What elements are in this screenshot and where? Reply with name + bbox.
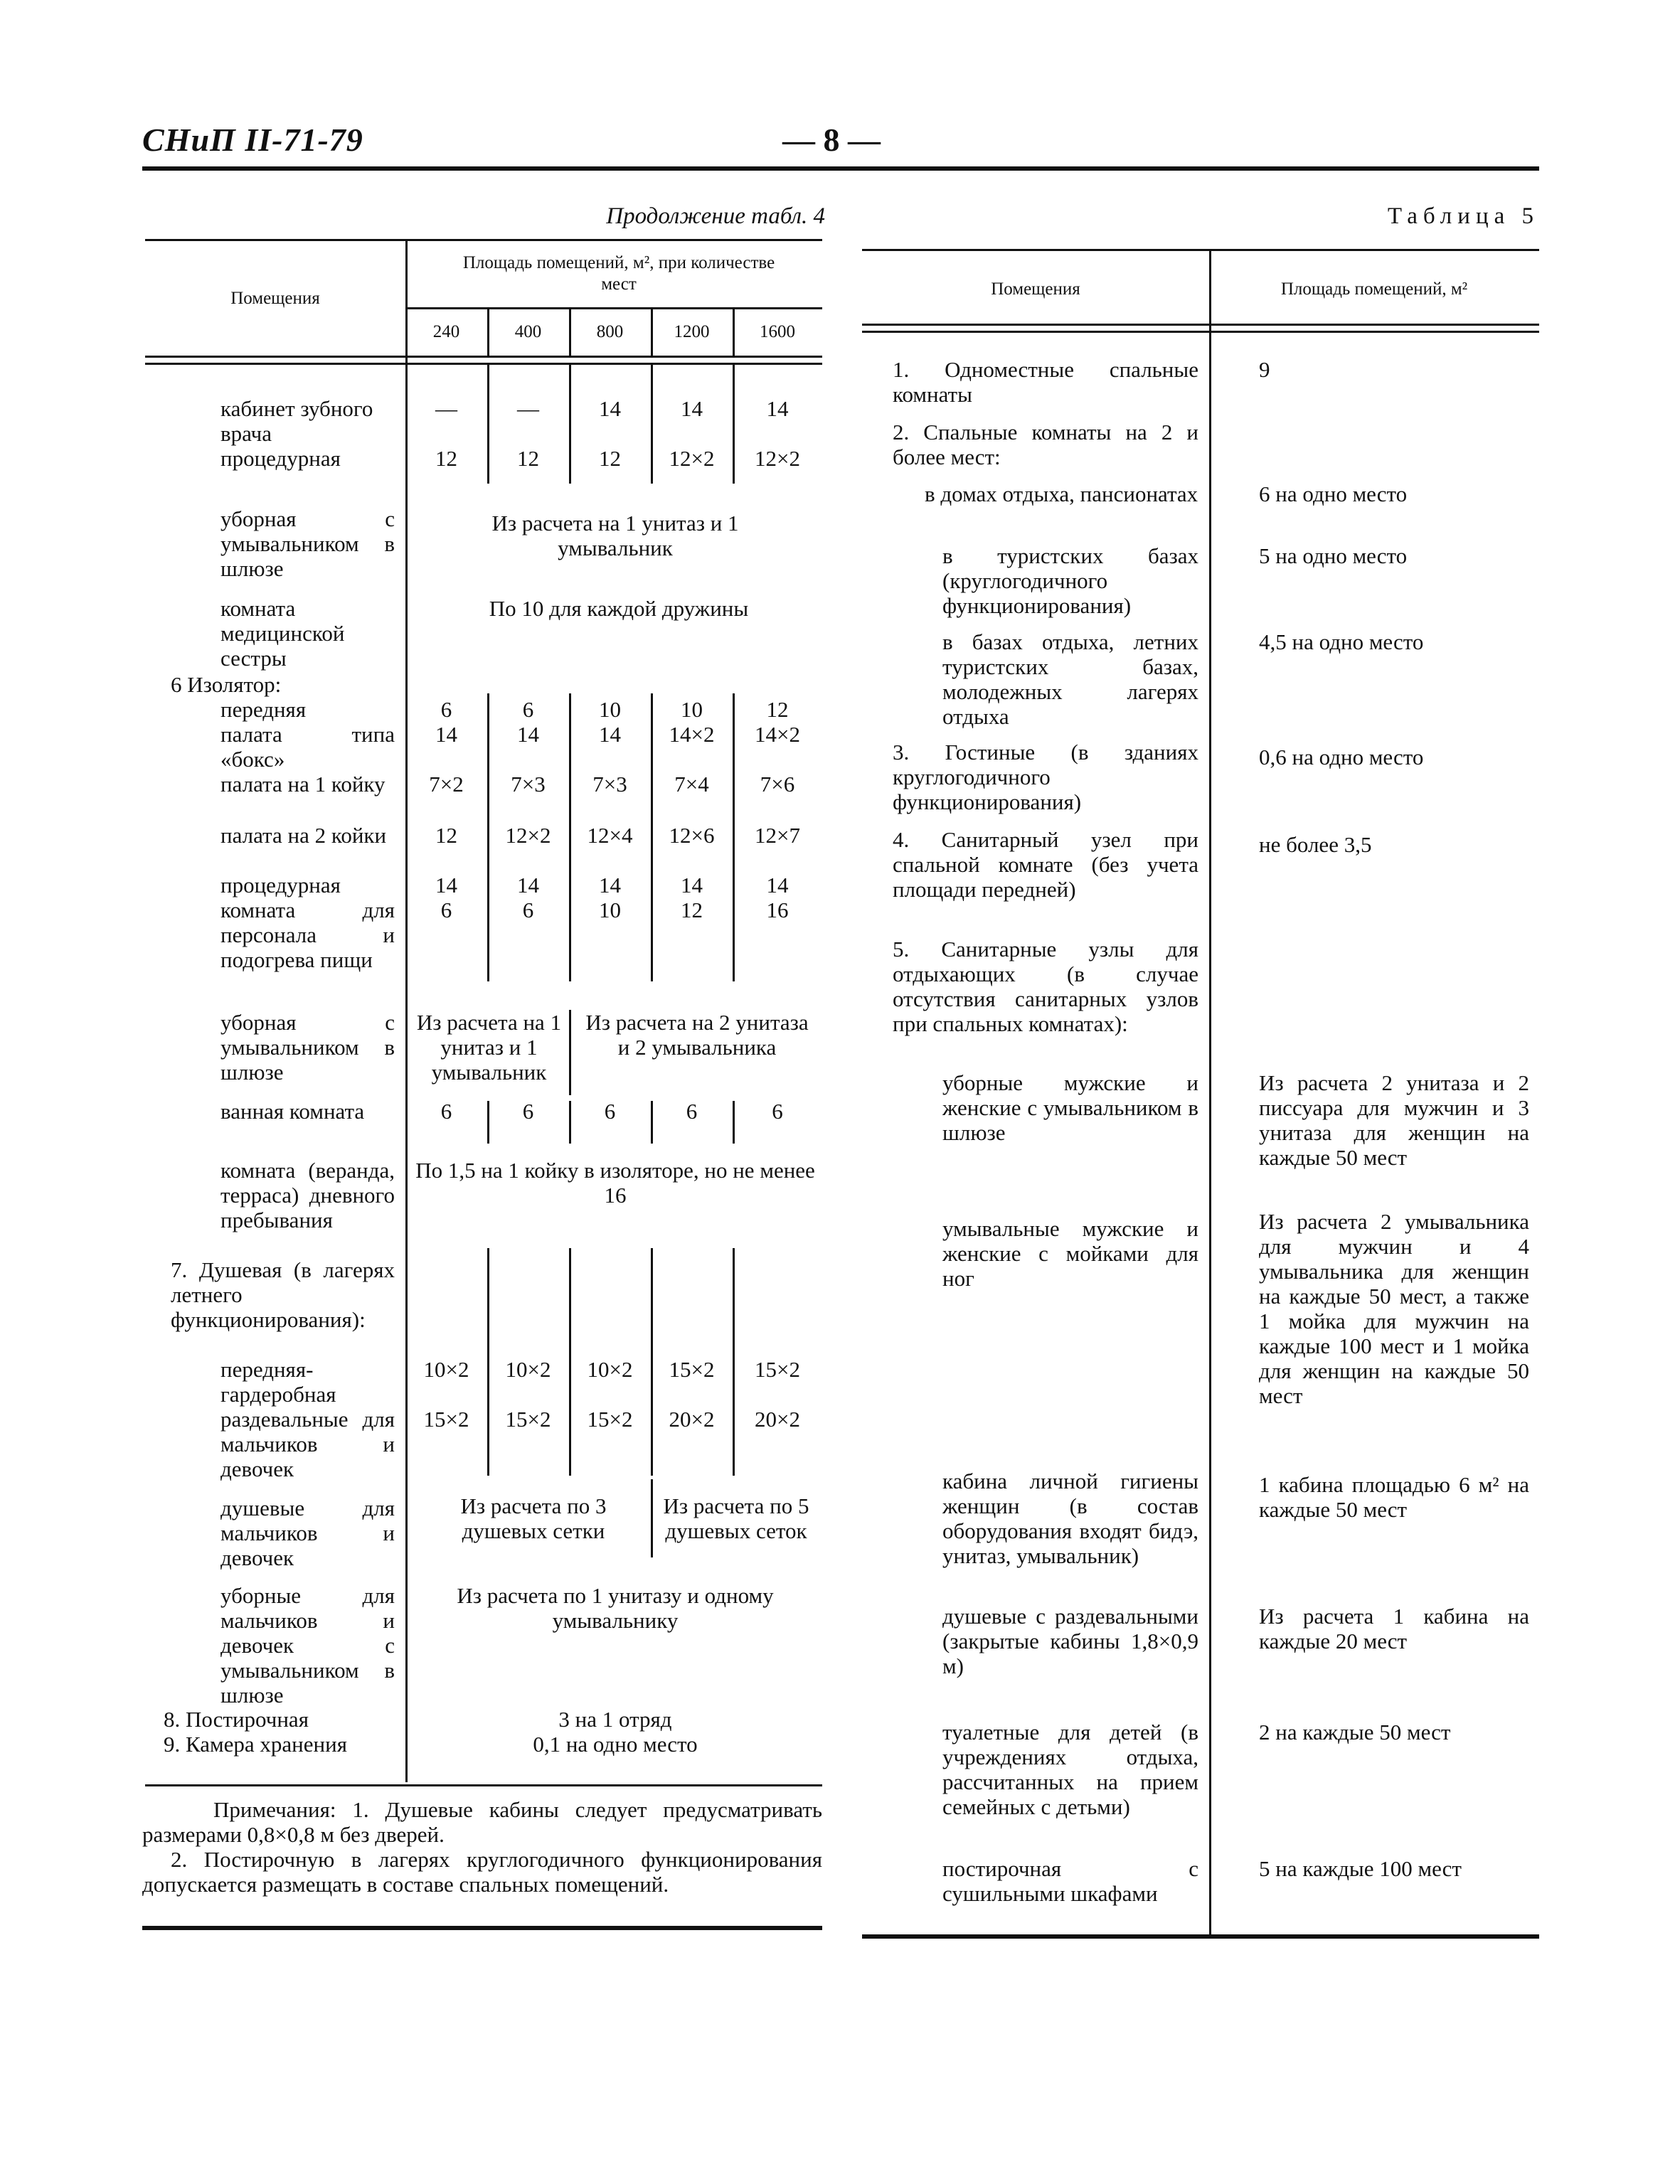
row-name: кабина личной гигиены женщин (в состав оборудования входят бидэ, унитаз, умывальник) [942,1469,1198,1568]
merged-cell: Из расчета на 2 унитаза и 2 умывальника [585,1010,809,1060]
cell: 12×6 [669,823,715,848]
col-sep [651,1479,653,1557]
cell: 12×2 [669,446,715,471]
row-value: Из расчета 2 унитаза и 2 писсуара для мужчин и 3 унитаза для женщин на каждые 50 мест [1259,1070,1529,1170]
cell: 10×2 [423,1357,469,1382]
cell: 7×4 [674,772,709,797]
row-value: 6 на одно место [1259,481,1408,506]
cell: 14 [435,873,457,897]
left-header-rule [405,307,822,309]
col-header-240: 240 [432,322,460,341]
left-col-area-header: Площадь помещений, м², при количестве мест [462,253,775,294]
merged-cell: Из расчета по 3 душевых сетки [460,1493,607,1543]
cell: 14 [681,873,703,897]
cell: 20×2 [755,1407,800,1432]
merged-cell: По 10 для каждой дружины [489,596,749,621]
cell: 7×2 [429,772,464,797]
row-value: Из расчета 2 умывальника для мужчин и 4 умывальника для женщин на каждые 50 мест, а также 1 мойка для мужчин на каждые 100 мест и 1 мойка для женщин на каждые 50 мест [1259,1209,1529,1408]
cell: 14 [517,722,539,747]
cell: 12×2 [755,446,800,471]
right-bottom-rule [862,1934,1539,1939]
row-name: ванная комната [220,1099,365,1124]
cell: 20×2 [669,1407,715,1432]
row-value: 2 на каждые 50 мест [1259,1720,1451,1744]
cell: 10×2 [587,1357,633,1382]
col-header-1600: 1600 [760,322,795,341]
cell: 12 [517,446,539,471]
col-header-400: 400 [514,322,542,341]
row-value: Из расчета 1 кабина на каждые 20 мест [1259,1604,1529,1653]
page-number: — 8 — [782,122,881,158]
cell: 14×2 [669,722,715,747]
merged-cell: Из расчета на 1 унитаз и 1 умывальник [416,1010,562,1085]
row-name: уборные для мальчиков и девочек с умывальником в шлюзе [220,1583,395,1708]
row-name: комната (веранда, терраса) дневного пребывания [220,1158,395,1232]
cell: 15×2 [587,1407,633,1432]
row-name: в туристских базах (круглогодичного функционирования) [942,543,1198,618]
row-name: 6 Изолятор: [171,672,282,697]
cell: 7×3 [511,772,546,797]
cell: 14 [766,396,789,421]
row-name: раздевальные для мальчиков и девочек [220,1407,395,1481]
row-name: 9. Камера хранения [164,1732,347,1757]
cell: 6 [522,897,534,922]
row-name: 8. Постирочная [164,1707,309,1732]
cell: — [435,396,457,421]
row-name: 3. Гостиные (в зданиях круглогодичного функционирования) [893,740,1198,814]
cell: 15×2 [505,1407,551,1432]
row-value: 9 [1259,357,1270,382]
cell: 14 [599,396,621,421]
cell: 6 [440,897,452,922]
cell: 14 [681,396,703,421]
cell: 6 [440,697,452,722]
note-2: 2. Постирочную в лагерях круглогодичного функционирования допускается размещать в составе спальных помещений. [142,1847,822,1897]
merged-cell: Из расчета на 1 унитаз и 1 умывальник [491,511,739,560]
cell: 6 [522,697,534,722]
cell: 16 [766,897,789,922]
cell: 14 [599,873,621,897]
row-name: кабинет зубного врача [220,396,373,446]
col-header-1200: 1200 [674,322,710,341]
cell: 12 [766,697,789,722]
row-name: туалетные для детей (в учреждениях отдыха, рассчитанных на прием семейных с детьми) [942,1720,1198,1819]
cell: 10 [681,697,703,722]
cell: 12 [435,446,457,471]
cell: 10 [599,897,621,922]
row-name: процедурная [220,873,341,897]
row-value: 0,6 на одно место [1259,745,1424,769]
row-name: 7. Душевая (в лагерях летнего функционирования): [171,1257,395,1332]
row-name: постирочная с сушильными шкафами [942,1856,1198,1906]
cell: 15×2 [669,1357,715,1382]
row-name: 2. Спальные комнаты на 2 и более мест: [893,420,1198,469]
row-name: комната для персонала и подогрева пищи [220,897,395,972]
cell: 6 [772,1099,783,1124]
note-1: Примечания: 1. Душевые кабины следует предусматривать размерами 0,8×0,8 м без дверей. [142,1797,822,1847]
row-name: уборная с умывальником в шлюзе [220,1010,395,1085]
left-header-bottom-rule [145,356,822,358]
row-name: палата типа «бокс» [220,722,395,772]
cell: 6 [522,1099,534,1124]
row-name: в базах отдыха, летних туристских базах, молодежных лагерях отдыха [942,629,1198,729]
cell: 12 [599,446,621,471]
cell: 6 [440,1099,452,1124]
row-name: 1. Одноместные спальные комнаты [893,357,1198,407]
cell: 15×2 [423,1407,469,1432]
row-name: процедурная [220,446,341,471]
row-name: уборные мужские и женские с умывальником в шлюзе [942,1070,1198,1145]
cell: 10 [599,697,621,722]
row-value: не более 3,5 [1259,832,1372,857]
merged-cell: 0,1 на одно место [533,1732,698,1757]
row-name: 4. Санитарный узел при спальной комнате (без учета площади передней) [893,827,1198,902]
merged-cell: Из расчета по 5 душевых сеток [663,1493,809,1543]
merged-cell: По 1,5 на 1 койку в изоляторе, но не менее 16 [415,1158,815,1208]
row-name: передняя [220,697,307,722]
row-name: в домах отдыха, пансионатах [925,481,1198,506]
cell: 6 [604,1099,616,1124]
col-header-800: 800 [596,322,624,341]
right-col-area-header: Площадь помещений, м² [1280,279,1468,299]
left-col-rooms-header: Помещения [230,289,320,308]
merged-cell: 3 на 1 отряд [558,1707,672,1732]
col-sep [569,1010,571,1095]
row-name: палата на 2 койки [220,823,387,848]
cell: 14×2 [755,722,800,747]
right-header-rule [862,324,1539,326]
right-table-caption: Таблица 5 [1387,203,1539,229]
row-value: 5 на одно место [1259,543,1408,568]
row-name: уборная с умывальником в шлюзе [220,506,395,581]
merged-cell: Из расчета по 1 унитазу и одному умывальнику [457,1583,774,1633]
cell: 12×2 [505,823,551,848]
cell: 6 [686,1099,698,1124]
notes-bottom-rule [142,1926,822,1930]
cell: 12×4 [587,823,633,848]
cell: 14 [766,873,789,897]
cell: 7×6 [760,772,795,797]
cell: 12 [435,823,457,848]
row-name: душевые для мальчиков и девочек [220,1496,395,1570]
row-name: душевые с раздевальными (закрытые кабины 1,8×0,9 м) [942,1604,1198,1678]
left-header-bottom-rule-2 [145,363,822,365]
cell: 15×2 [755,1357,800,1382]
row-value: 5 на каждые 100 мест [1259,1856,1462,1881]
cell: 14 [599,722,621,747]
cell: 14 [517,873,539,897]
right-header-rule-2 [862,331,1539,333]
document-code: СНиП II-71-79 [142,122,363,158]
left-table-caption: Продолжение табл. 4 [606,203,825,229]
page-header [142,121,1539,171]
row-value: 1 кабина площадью 6 м² на каждые 50 мест [1259,1472,1529,1522]
row-name: палата на 1 койку [220,772,386,797]
cell: 12 [681,897,703,922]
cell: 7×3 [592,772,627,797]
cell: 12×7 [755,823,800,848]
row-name: 5. Санитарные узлы для отдыхающих (в случае отсутствия санитарных узлов при спальных комнатах): [893,937,1198,1036]
row-name: передняя-гардеробная [220,1357,336,1407]
cell: — [517,396,539,421]
row-name: комната медицинской сестры [220,596,345,671]
cell: 10×2 [505,1357,551,1382]
row-name: умывальные мужские и женские с мойками для ног [942,1216,1198,1291]
right-table-divider [1209,249,1211,1934]
row-value: 4,5 на одно место [1259,629,1424,654]
cell: 14 [435,722,457,747]
right-col-rooms-header: Помещения [991,279,1080,299]
